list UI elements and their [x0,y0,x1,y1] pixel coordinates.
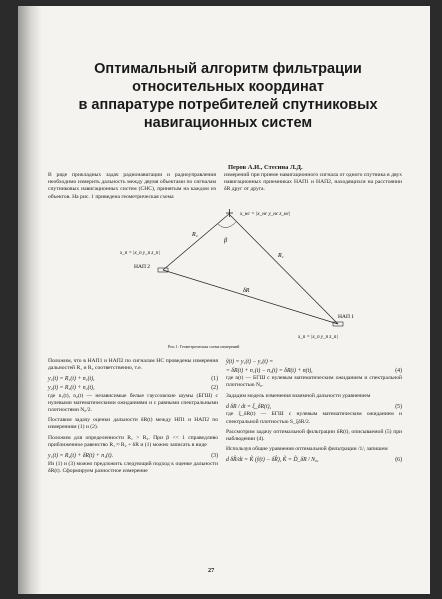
equation-6: d δR̂/dt = K̃ (ỹ(t) − δR̂), K̃ = D̃_δR / N₀, (6) [226,457,402,464]
nap1-label: НАП 1 [338,314,355,320]
nap2-coord-label: x_n = |x_n y_n z_n| [120,251,160,256]
paper-page [18,6,430,594]
right-column: ỹ(t) = y₁(t) − y₂(t) = = δR(t) + n₁(t) − n₂(t) = δR(t) + n(t), (4) где n(t) — БГШ с нулевым математическим ожиданием и спектральной плотностью N₀. Зададим модель изменения взаимной дальности уравнением d δR / dt = ξ_δR(t), (5) где ξ_δR(t) — БГШ с нулевым математическим ожиданием и спектральной плотностью S_ξδR/2. Рассмотрим задачу оптимальной фильтрации δR(t), описываемой (5) при наблюдении (4). Используя общие уравнения оптимальной фильтрации /1/, запишем d δR̂/dt = K̃ (ỹ(t) − δR̂), K̃ = D̃_δR / N₀, (6) [226,359,402,464]
book-spine-shadow [18,6,42,594]
equation-1: y₁(t) = R₁(t) + n₁(t), (1) [48,376,218,383]
intro-right: измерений при приеме навигационного сигнала от одного спутника в двух навигационных приемниках НАП1 и НАП2, находящихся на расстоянии δR друг от друга. [224,172,402,193]
equation-2: y₂(t) = R₂(t) + n₂(t), (2) [48,385,218,391]
paper-title: Оптимальный алгоритм фильтрации относительных координат в аппаратуре потребителей спутниковых навигационных систем [78,61,378,131]
authors: Перов А.И., Стесина Л.Д. [228,164,303,171]
equation-5: d δR / dt = ξ_δR(t), (5) [226,403,402,410]
dr-label: δR [243,288,250,294]
page-number: 27 [208,567,215,574]
nap1-coord-label: x_п = |x_п y_п z_п| [298,335,338,340]
r2-label: R₂ [192,232,198,238]
geometry-diagram [48,202,408,342]
nap2-label: НАП 2 [134,264,151,270]
beta-label: β [224,237,228,244]
equation-4b: = δR(t) + n₁(t) − n₂(t) = δR(t) + n(t), (4) [226,367,402,374]
figure-caption: Рис.1: Геометрическая схема измерений [168,344,240,349]
intro-left: В ряде прикладных задач радионавигации и радиоуправления необходимо измерить дальность между двумя объектами по сигналам спутниковых навигационных систем (СНС), принятым на каждом из объектов. На рис. 1 приведена геометрическая схема [48,172,216,200]
equation-4a: ỹ(t) = y₁(t) − y₂(t) = [226,359,274,365]
r1-label: R₁ [278,253,284,259]
left-column: Положим, что в НАП1 и НАП2 по сигналам НС проведены измерения дальностей R₁ и R₂ соответственно, т.е. y₁(t) = R₁(t) + n₁(t), (1) y₂(t) = R₂(t) + n₂(t), (2) где n₁(t), n₂(t) — независимые белые гауссовские шумы (БГШ) с нулевыми математическими ожиданиями и с равными спектральными плотностями N₀/2. Поставим задачу оценки дальности δR(t) между НП1 и НАП2 по измерениям (1) и (2). Положим для определенности R₁ > R₂. При β << 1 справедливо приближенное равенство R₁ ≈ R₂ + δR и (1) можно записать в виде y₁(t) = R₂(t) + δR(t) + n₁(t). (3) Из (1) и (3) можно предложить следующий подход к оценке дальности δR(t). Сформируем разностное измерение [48,358,218,474]
equation-3: y₁(t) = R₂(t) + δR(t) + n₁(t). (3) [48,453,218,460]
sat-coord-label: x_нс = |x_нс y_нс z_нс| [240,211,291,217]
